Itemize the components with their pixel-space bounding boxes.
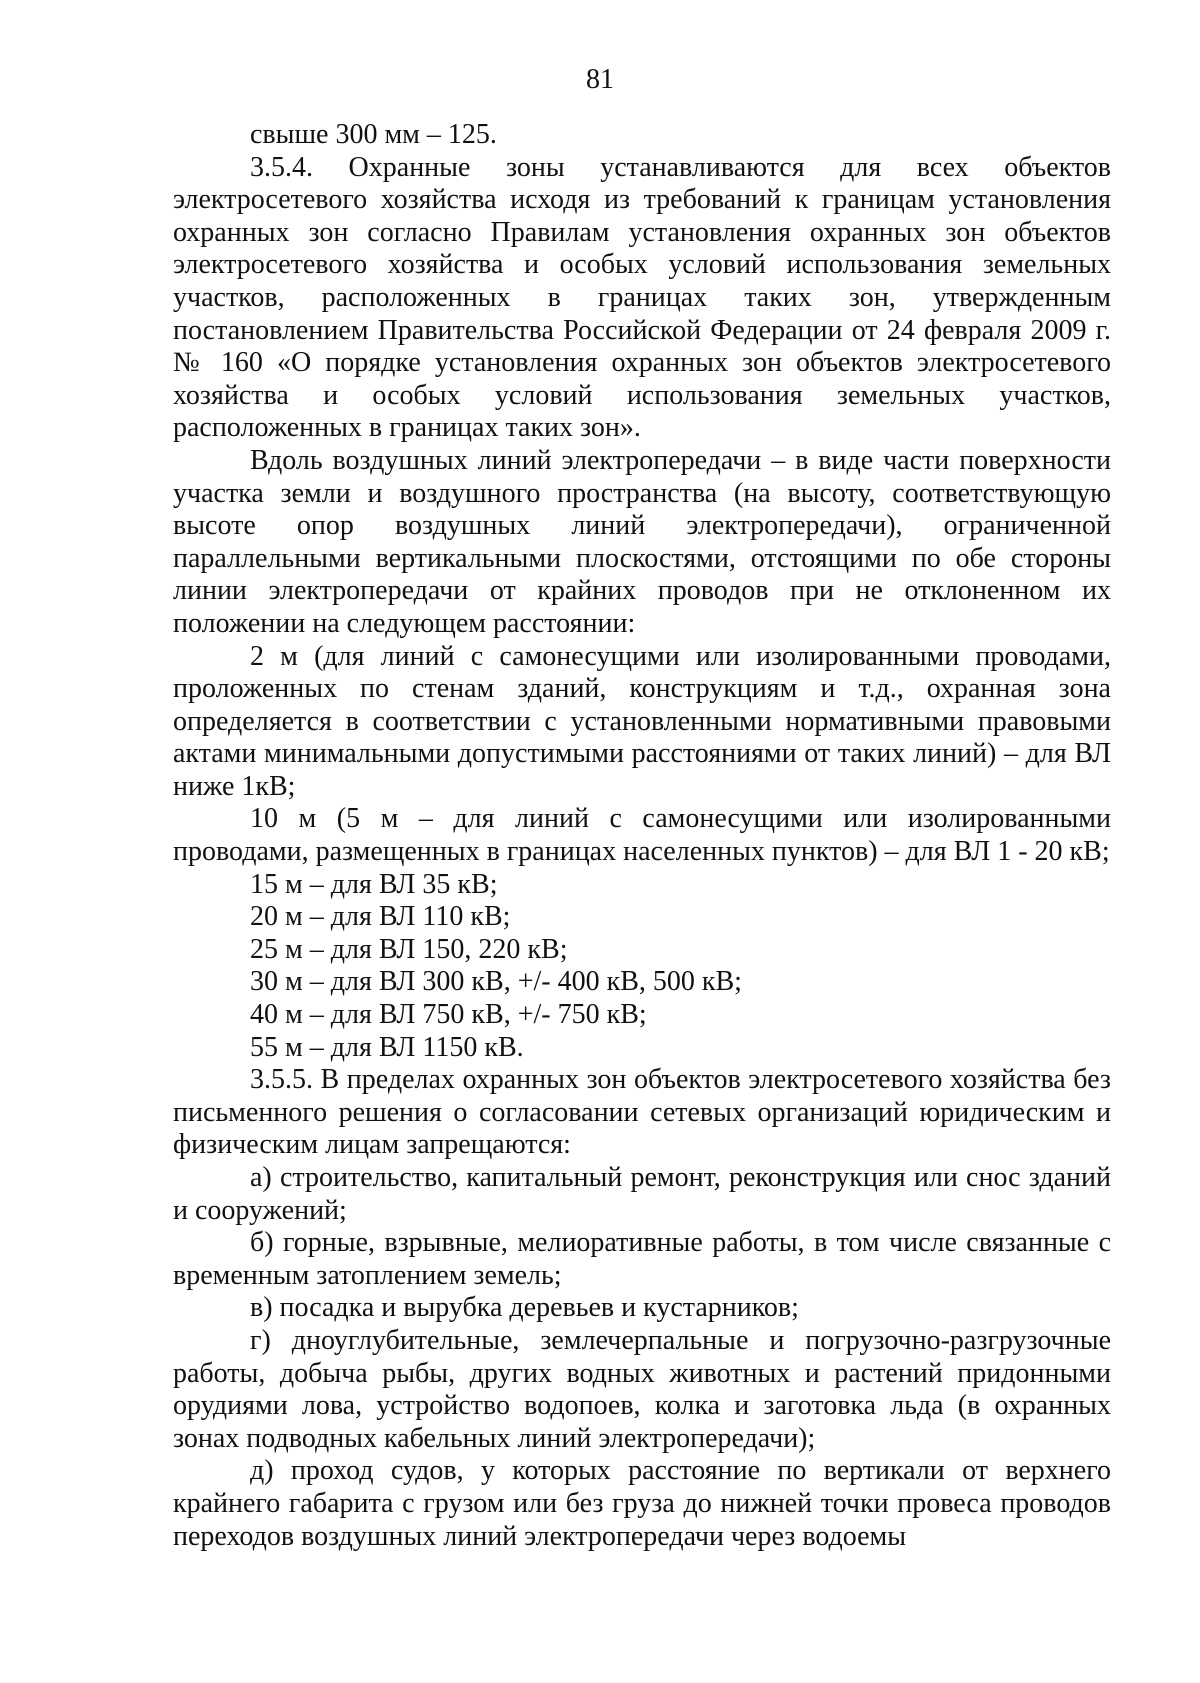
list-item-40m: 40 м – для ВЛ 750 кВ, +/- 750 кВ; — [250, 999, 647, 1031]
list-item-10m: 10 м (5 м – для линий с самонесущими или изолированными проводами, размещенных в границах населенных пунктов) – для ВЛ 1 - 20 кВ; — [173, 803, 1111, 868]
list-item-20m: 20 м – для ВЛ 110 кВ; — [250, 901, 511, 933]
list-item-25m: 25 м – для ВЛ 150, 220 кВ; — [250, 933, 568, 965]
list-item-2m: 2 м (для линий с самонесущими или изолированными проводами, проложенных по стенам зданий, конструкциям и т.д., охранная зона определяется в соответствии с установленными нормативными правовыми актами минимальными допустимыми расстояниями от таких линий) – для ВЛ ниже 1кВ; — [173, 640, 1111, 802]
list-item-b: б) горные, взрывные, мелиоративные работы, в том числе связанные с временным затоплением земель; — [173, 1227, 1111, 1291]
list-item-a: а) строительство, капитальный ремонт, реконструкция или снос зданий и сооружений; — [173, 1162, 1111, 1226]
paragraph-overhead-lines-zone: Вдоль воздушных линий электропередачи – в виде части поверхности участка земли и воздушного пространства (на высоту, соответствующую высоте опор воздушных линий электропередачи), ограниченной параллельными вертикальными плоскостями, отстоящими по обе стороны линии электропередачи от крайних проводов при не отклоненном их положении на следующем расстоянии: — [173, 444, 1111, 639]
document-body — [173, 119, 1111, 1553]
list-item-d: д) проход судов, у которых расстояние по вертикали от верхнего крайнего габарита с грузом или без груза до нижней точки провеса проводов переходов воздушных линий электропередачи через водоемы — [173, 1455, 1111, 1552]
paragraph-diameter-above-300: свыше 300 мм – 125. — [250, 119, 497, 150]
list-item-15m: 15 м – для ВЛ 35 кВ; — [250, 868, 498, 900]
list-item-30m: 30 м – для ВЛ 300 кВ, +/- 400 кВ, 500 кВ; — [250, 966, 742, 998]
list-item-55m: 55 м – для ВЛ 1150 кВ. — [250, 1031, 524, 1063]
paragraph-3-5-4: 3.5.4. Охранные зоны устанавливаются для всех объектов электросетевого хозяйства исходя из требований к границам установления охранных зон согласно Правилам установления охранных зон объектов электросетевого хозяйства и особых условий использования земельных участков, расположенных в границах таких зон, утвержденным постановлением Правительства Российской Федерации от 24 февраля 2009 г. № 160 «О порядке установления охранных зон объектов электросетевого хозяйства и особых условий использования земельных участков, расположенных в границах таких зон». — [173, 151, 1111, 444]
list-item-v: в) посадка и вырубка деревьев и кустарников; — [250, 1292, 799, 1324]
page-number: 81 — [586, 64, 614, 95]
paragraph-3-5-5: 3.5.5. В пределах охранных зон объектов электросетевого хозяйства без письменного решения о согласовании сетевых организаций юридическим и физическим лицам запрещаются: — [173, 1064, 1111, 1161]
list-item-g: г) дноуглубительные, землечерпальные и погрузочно-разгрузочные работы, добыча рыбы, других водных животных и растений придонными орудиями лова, устройство водопоев, колка и заготовка льда (в охранных зонах подводных кабельных линий электропередачи); — [173, 1324, 1111, 1454]
